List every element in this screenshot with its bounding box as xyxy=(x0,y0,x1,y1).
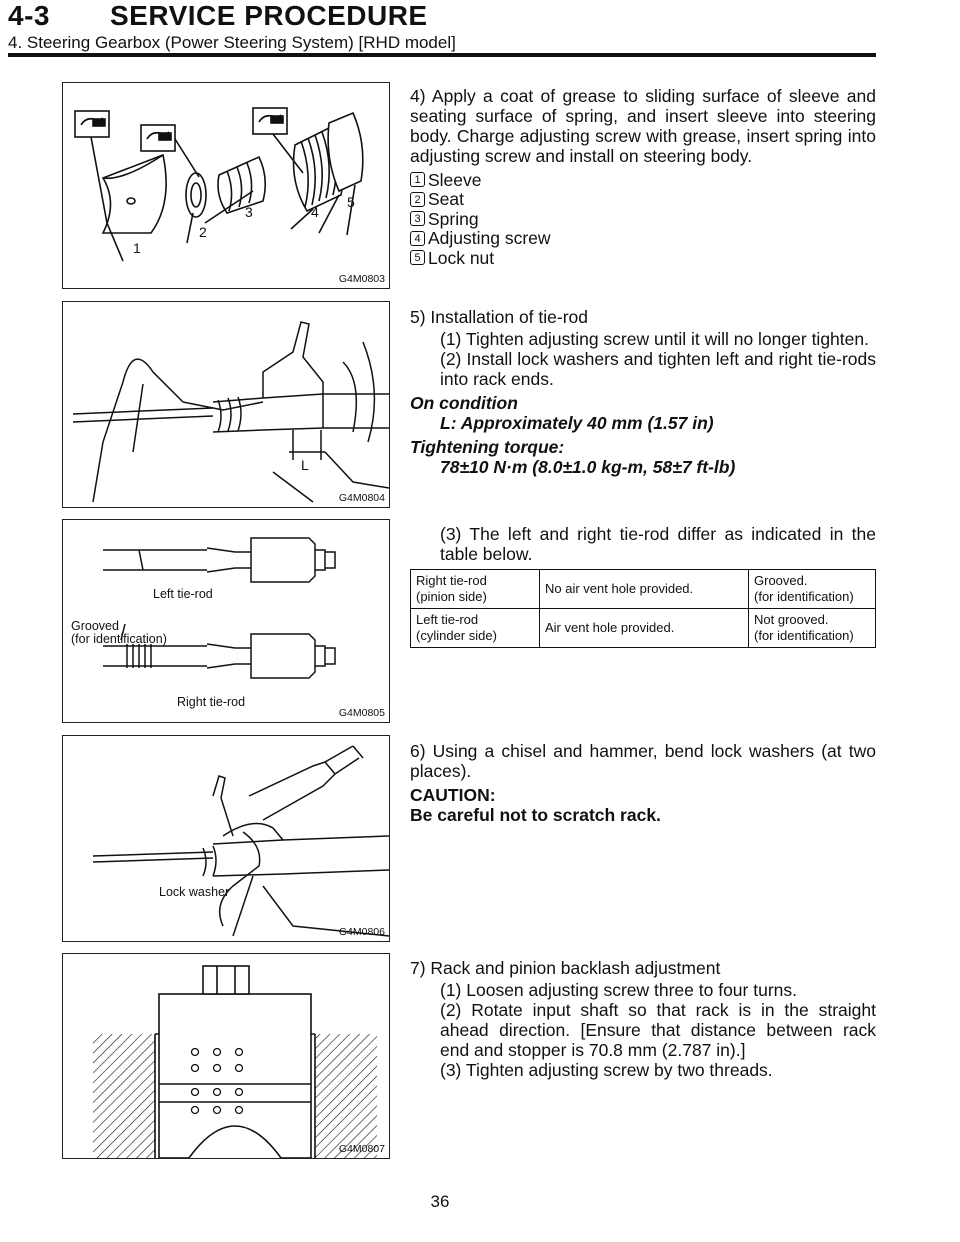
grooved-label: Grooved xyxy=(71,619,119,633)
step-5-sub-1: (1) Tighten adjusting screw until it will no longer tighten. xyxy=(440,329,869,349)
figure-g4m0806 xyxy=(62,735,390,942)
figure-g4m0807 xyxy=(62,953,390,1159)
page-title: SERVICE PROCEDURE xyxy=(110,0,428,31)
identification-label: (for identification) xyxy=(71,632,167,646)
caution-text: Be careful not to scratch rack. xyxy=(410,805,661,825)
list-item xyxy=(410,209,876,229)
list-item xyxy=(410,190,876,210)
figure-g4m0803 xyxy=(62,82,390,289)
table-row xyxy=(411,570,876,609)
table-cell: Air vent hole provided. xyxy=(540,609,749,648)
torque-label: Tightening torque: xyxy=(410,437,565,457)
step-5-title: 5) Installation of tie-rod xyxy=(410,307,589,327)
callout-1: 1 xyxy=(133,240,141,256)
step-7-title: 7) Rack and pinion backlash adjustment xyxy=(410,958,721,978)
step-5 xyxy=(410,307,876,481)
lock-washer-label: Lock washer xyxy=(159,885,230,899)
exploded-parts-illustration xyxy=(63,83,389,288)
condition-label: On condition xyxy=(410,393,518,413)
callout-3: 3 xyxy=(245,204,253,220)
callout-4: 4 xyxy=(311,204,319,220)
backlash-adjustment-illustration xyxy=(63,954,389,1158)
page-number: 36 xyxy=(430,1192,450,1211)
bend-lock-washer-illustration xyxy=(63,736,389,941)
callout-badge: 2 xyxy=(410,192,425,207)
callout-badge: 1 xyxy=(410,172,425,187)
list-item xyxy=(410,170,876,190)
list-item xyxy=(410,229,876,249)
tie-rod-installation-illustration xyxy=(63,302,389,507)
torque-value: 78±10 N·m (8.0±1.0 kg-m, 58±7 ft-lb) xyxy=(440,457,736,477)
condition-value: L: Approximately 40 mm (1.57 in) xyxy=(440,413,714,433)
step-6-text: 6) Using a chisel and hammer, bend lock washers (at two places). xyxy=(410,741,876,781)
list-item-label: Seat xyxy=(428,189,464,210)
callout-badge: 4 xyxy=(410,231,425,246)
dimension-label-l: L xyxy=(301,457,309,473)
table-cell: No air vent hole provided. xyxy=(540,570,749,609)
step-7-sub-2: (2) Rotate input shaft so that rack is in the straight ahead direction. [Ensure that distance between rack end and stopper is 70.8 mm (2.787 in).] xyxy=(440,1000,876,1060)
step-7-sub-1: (1) Loosen adjusting screw three to four turns. xyxy=(440,980,797,1000)
right-tie-rod-label: Right tie-rod xyxy=(177,695,246,709)
figure-code: G4M0807 xyxy=(338,1143,385,1155)
step-7 xyxy=(410,958,876,1084)
section-code: 4-3 xyxy=(8,0,50,31)
table-cell: Left tie-rod (cylinder side) xyxy=(411,609,540,648)
callout-2: 2 xyxy=(199,224,207,240)
step-4-text: 4) Apply a coat of grease to sliding surface of sleeve and seating surface of spring, and insert sleeve into steering body. Charge adjusting screw with grease, insert spring into adjusting screw and install on steering body. xyxy=(410,86,876,166)
caution-label: CAUTION: xyxy=(410,785,496,805)
list-item-label: Sleeve xyxy=(428,169,482,190)
step-5-sub-2: (2) Install lock washers and tighten left and right tie-rods into rack ends. xyxy=(440,349,876,389)
list-item xyxy=(410,248,876,268)
grease-icon xyxy=(141,125,175,151)
table-cell: Grooved. (for identification) xyxy=(749,570,876,609)
step-5-sub-3: (3) The left and right tie-rod differ as indicated in the table below. xyxy=(440,524,876,564)
list-item-label: Spring xyxy=(428,208,479,229)
left-tie-rod-label: Left tie-rod xyxy=(153,587,213,601)
figure-g4m0804 xyxy=(62,301,390,508)
figure-code: G4M0804 xyxy=(338,492,385,504)
figure-code: G4M0806 xyxy=(338,926,385,938)
step-7-sub-3: (3) Tighten adjusting screw by two threads. xyxy=(440,1060,773,1080)
figure-code: G4M0803 xyxy=(338,273,385,285)
list-item-label: Adjusting screw xyxy=(428,228,551,249)
page-subtitle: 4. Steering Gearbox (Power Steering System) [RHD model] xyxy=(8,33,456,52)
step-4 xyxy=(410,86,876,268)
grease-icon xyxy=(75,111,109,137)
callout-badge: 3 xyxy=(410,211,425,226)
callout-5: 5 xyxy=(347,194,355,210)
list-item-label: Lock nut xyxy=(428,247,495,268)
table-cell: Right tie-rod (pinion side) xyxy=(411,570,540,609)
header-rule xyxy=(8,53,876,57)
grease-icon xyxy=(253,108,287,134)
table-row xyxy=(411,609,876,648)
step-5-sub-3-block xyxy=(410,524,876,568)
tie-rod-table xyxy=(410,569,876,648)
figure-g4m0805 xyxy=(62,519,390,723)
step-6 xyxy=(410,741,876,829)
figure-code: G4M0805 xyxy=(338,707,385,719)
table-cell: Not grooved. (for identification) xyxy=(749,609,876,648)
callout-badge: 5 xyxy=(410,250,425,265)
tie-rod-comparison-illustration xyxy=(63,520,389,722)
